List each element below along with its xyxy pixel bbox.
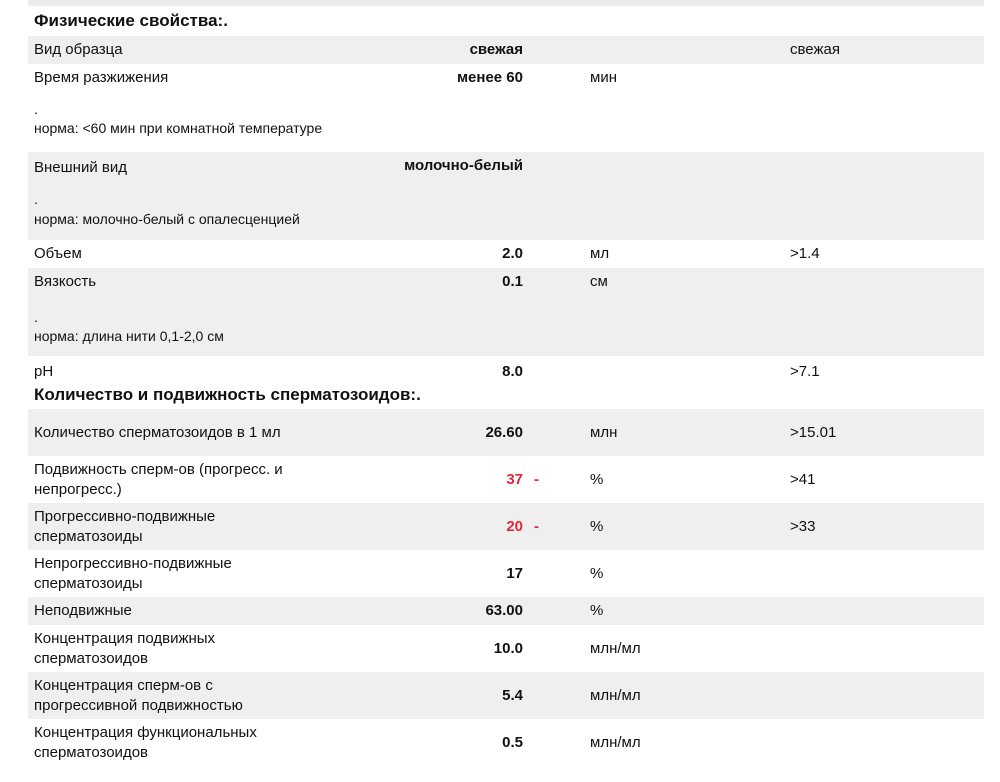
parameter-name: Внешний вид (34, 159, 127, 176)
unit: мин (590, 69, 617, 86)
result-row-appearance (28, 152, 984, 240)
unit: см (590, 273, 608, 290)
result-value: свежая (469, 41, 523, 58)
result-value: 17 (506, 564, 523, 582)
result-row-volume (28, 240, 984, 268)
reference-range (790, 560, 940, 588)
result-value-abnormal: 37 (506, 470, 523, 488)
result-value: 63.00 (485, 602, 523, 619)
section-title-physical: Физические свойства:. (34, 11, 228, 30)
reference-range (790, 152, 940, 180)
result-value: 5.4 (502, 686, 523, 704)
result-row-viscosity (28, 268, 984, 356)
result-value: 26.60 (485, 423, 523, 441)
unit: % (590, 517, 604, 535)
parameter-name: Непрогрессивно-подвижные сперматозоиды (34, 554, 232, 592)
result-row-immotile (28, 597, 984, 625)
section-title-sperm-count-motility: Количество и подвижность сперматозоидов:. (34, 385, 421, 404)
unit: млн (590, 423, 618, 441)
result-row-progressive-concentration (28, 672, 984, 719)
parameter-name: pH (34, 363, 54, 380)
parameter-name: Концентрация функциональных сперматозоидов (34, 723, 257, 761)
result-row-progressive-motility (28, 503, 984, 550)
reference-range: >7.1 (790, 363, 820, 380)
result-value: менее 60 (456, 69, 523, 86)
norm-note: норма: молочно-белый с опалесценцией (34, 211, 300, 227)
reference-range (790, 682, 940, 710)
note-marker: . (34, 101, 38, 117)
parameter-name: Подвижность сперм-ов (прогресс. и непрогресс.) (34, 460, 283, 498)
parameter-name: Вид образца (34, 41, 123, 58)
below-range-flag: - (534, 517, 539, 535)
norm-note: норма: <60 мин при комнатной температуре (34, 120, 323, 136)
parameter-name: Неподвижные (34, 602, 132, 619)
reference-range: >41 (790, 470, 816, 488)
reference-range: >15.01 (790, 423, 837, 441)
result-row-liquefaction-time (28, 64, 984, 152)
note-marker: . (34, 309, 38, 325)
unit: мл (590, 245, 610, 262)
unit (590, 152, 740, 180)
unit (590, 356, 740, 384)
result-value: 0.5 (502, 733, 523, 751)
parameter-name: Вязкость (34, 273, 97, 290)
parameter-name: Объем (34, 245, 82, 262)
result-value: молочно-белый (404, 157, 523, 174)
reference-range (790, 597, 940, 625)
reference-range (790, 268, 940, 296)
parameter-name: Время разжижения (34, 69, 169, 86)
parameter-name: Количество сперматозоидов в 1 мл (34, 423, 281, 441)
reference-range (790, 64, 940, 92)
result-value: 10.0 (493, 639, 523, 657)
reference-range (790, 729, 940, 757)
reference-range (790, 635, 940, 663)
parameter-name: Концентрация подвижных сперматозоидов (34, 629, 216, 667)
result-value: 0.1 (502, 273, 523, 290)
unit: % (590, 602, 604, 619)
result-value-abnormal: 20 (506, 517, 523, 535)
result-row-nonprogressive-motility (28, 550, 984, 597)
result-value: 8.0 (502, 363, 523, 380)
result-row-sperm-count (28, 409, 984, 456)
result-row-total-motility (28, 456, 984, 503)
below-range-flag: - (534, 470, 539, 488)
parameter-name: Прогрессивно-подвижные сперматозоиды (34, 507, 216, 545)
result-row-sample-type (28, 36, 984, 64)
unit (590, 36, 740, 64)
norm-note: норма: длина нити 0,1-2,0 см (34, 328, 224, 344)
semen-analysis-report (28, 6, 984, 766)
result-row-motile-concentration (28, 625, 984, 672)
note-marker: . (34, 191, 38, 207)
reference-range: >33 (790, 517, 816, 535)
result-row-functional-concentration (28, 719, 984, 766)
reference-range: >1.4 (790, 245, 820, 262)
result-value: 2.0 (502, 245, 523, 262)
result-row-ph (28, 356, 984, 381)
unit: млн/мл (590, 733, 641, 751)
unit: млн/мл (590, 686, 641, 704)
unit: % (590, 470, 604, 488)
parameter-name: Концентрация сперм-ов с прогрессивной подвижностью (34, 676, 243, 714)
reference-range: свежая (790, 41, 840, 58)
unit: млн/мл (590, 639, 641, 657)
unit: % (590, 564, 604, 582)
